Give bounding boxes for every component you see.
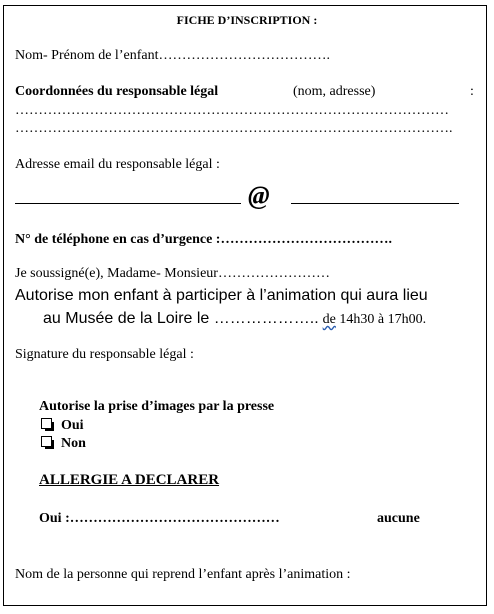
guardian-details-hint: (nom, adresse) bbox=[293, 84, 376, 99]
authorize-line-1: Autorise mon enfant à participer à l’animation qui aura lieu bbox=[15, 287, 428, 304]
guardian-details-dots-1[interactable]: ………………………………………………………………………………… bbox=[15, 103, 449, 118]
at-symbol: @ bbox=[248, 181, 270, 210]
signature-label: Signature du responsable légal : bbox=[15, 347, 194, 362]
checkbox-oui-icon[interactable] bbox=[41, 418, 52, 429]
form-title: FICHE D’INSCRIPTION : bbox=[176, 13, 318, 27]
time-range: 14h30 à 17h00. bbox=[335, 312, 427, 327]
email-user-line[interactable] bbox=[15, 203, 241, 204]
checkbox-non-icon[interactable] bbox=[41, 436, 52, 447]
museum-date-text: au Musée de la Loire le ……………….. bbox=[43, 310, 319, 327]
undersigned-line[interactable]: Je soussigné(e), Madame- Monsieur…………………… bbox=[15, 266, 330, 281]
press-oui-label: Oui bbox=[61, 418, 84, 433]
press-option-non[interactable] bbox=[41, 436, 86, 452]
guardian-details-colon: : bbox=[470, 84, 474, 99]
press-photo-title: Autorise la prise d’images par la presse bbox=[39, 399, 275, 414]
allergy-title: ALLERGIE A DECLARER bbox=[39, 472, 220, 488]
press-option-oui[interactable] bbox=[41, 418, 84, 434]
email-domain-line[interactable] bbox=[291, 203, 459, 204]
emergency-phone-field[interactable]: N° de téléphone en cas d’urgence :………………………………. bbox=[15, 232, 392, 247]
child-name-field[interactable]: Nom- Prénom de l’enfant………………………………. bbox=[15, 48, 330, 63]
guardian-details-label: Coordonnées du responsable légal bbox=[15, 84, 219, 99]
email-label: Adresse email du responsable légal : bbox=[15, 157, 220, 172]
press-non-label: Non bbox=[61, 436, 86, 451]
authorize-line-2 bbox=[43, 309, 426, 329]
time-prefix: de bbox=[322, 312, 336, 327]
allergy-aucune[interactable]: aucune bbox=[377, 511, 420, 526]
guardian-details-dots-2[interactable]: …………………………………………………………………………………. bbox=[15, 121, 453, 136]
pickup-person-label: Nom de la personne qui reprend l’enfant après l’animation : bbox=[15, 567, 351, 582]
allergy-oui-field[interactable]: Oui :……………………………………… bbox=[39, 511, 280, 526]
